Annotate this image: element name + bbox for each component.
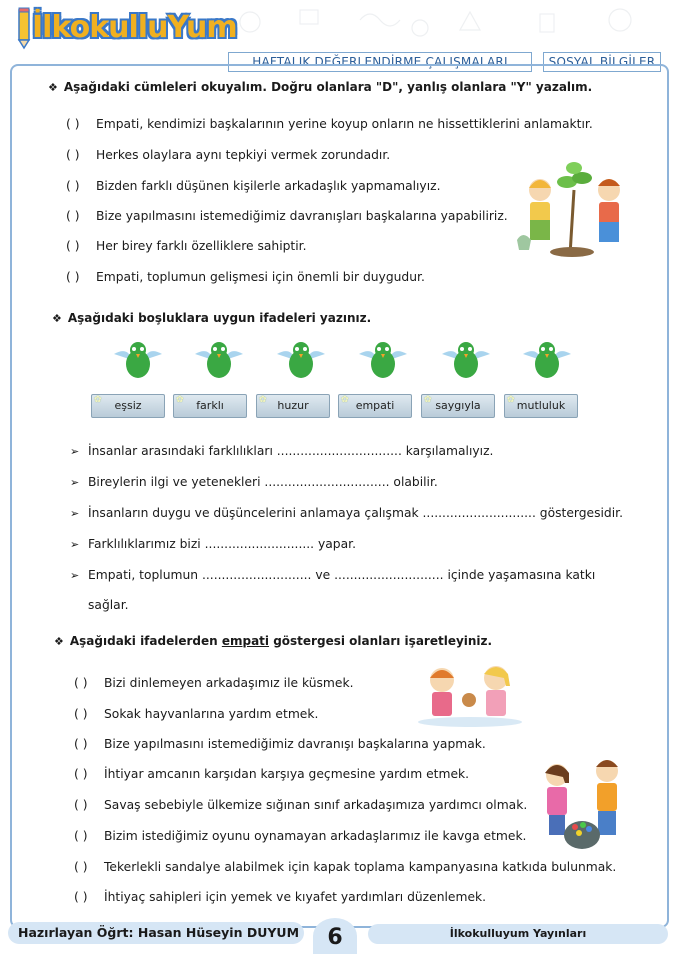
word-chip: ✿ eşsiz <box>91 394 165 418</box>
answer-box[interactable]: ( ) <box>74 767 88 781</box>
fill-item: ➢ İnsanlar arasındaki farklılıkları ................................ karşılamalıyız. <box>70 444 494 458</box>
bird-icon <box>112 338 164 380</box>
word-chip: ✿ farklı <box>173 394 247 418</box>
bird-icon <box>193 338 245 380</box>
answer-box[interactable]: ( ) <box>74 890 88 904</box>
answer-box[interactable]: ( ) <box>74 798 88 812</box>
answer-box[interactable]: ( ) <box>74 829 88 843</box>
answer-box[interactable]: ( ) <box>66 179 80 193</box>
publisher-label: İlkokulluyum Yayınları <box>368 924 668 944</box>
subject-label: SOSYAL BİLGİLER <box>543 52 661 72</box>
arrow-bullet-icon: ➢ <box>70 507 80 520</box>
fill-item: ➢ Bireylerin ilgi ve yetenekleri ................................ olabilir. <box>70 475 438 489</box>
bird-icon <box>275 338 327 380</box>
answer-box[interactable]: ( ) <box>66 239 80 253</box>
word-chip: ✿ mutluluk <box>504 394 578 418</box>
answer-box[interactable]: ( ) <box>66 148 80 162</box>
fill-item-continuation: sağlar. <box>88 598 129 612</box>
check-item: ( ) Sokak hayvanlarına yardım etmek. <box>74 707 319 721</box>
answer-box[interactable]: ( ) <box>74 860 88 874</box>
answer-box[interactable]: ( ) <box>66 270 80 284</box>
word-chip: ✿ huzur <box>256 394 330 418</box>
bird-icon <box>440 338 492 380</box>
answer-box[interactable]: ( ) <box>74 707 88 721</box>
author-credit: Hazırlayan Öğrt: Hasan Hüseyin DUYUM <box>8 922 304 944</box>
tf-item: ( ) Herkes olaylara aynı tepkiyi vermek zorundadır. <box>66 148 391 162</box>
check-item: ( ) İhtiyar amcanın karşıdan karşıya geçmesine yardım etmek. <box>74 767 470 781</box>
answer-box[interactable]: ( ) <box>66 209 80 223</box>
kids-planting-tree-illustration <box>512 160 637 260</box>
check-item: ( ) Bizi dinlemeyen arkadaşımız ile küsmek. <box>74 676 354 690</box>
tf-item: ( ) Bize yapılmasını istemediğimiz davranışları başkalarına yapabiliriz. <box>66 209 508 223</box>
diamond-bullet-icon: ❖ <box>48 81 58 94</box>
check-item: ( ) Savaş sebebiyle ülkemize sığınan sınıf arkadaşımıza yardımcı olmak. <box>74 798 528 812</box>
tf-item: ( ) Bizden farklı düşünen kişilerle arkadaşlık yapmamalıyız. <box>66 179 441 193</box>
check-item: ( ) İhtiyaç sahipleri için yemek ve kıyafet yardımları düzenlemek. <box>74 890 487 904</box>
diamond-bullet-icon: ❖ <box>52 312 62 325</box>
bird-icon <box>357 338 409 380</box>
tf-item: ( ) Empati, toplumun gelişmesi için önemli bir duygudur. <box>66 270 425 284</box>
answer-box[interactable]: ( ) <box>66 117 80 131</box>
kids-sharing-illustration <box>414 660 526 728</box>
fill-item: ➢ Empati, toplumun ............................ ve ............................ içinde yaşamasına katkı <box>70 568 596 582</box>
fill-item: ➢ Farklılıklarımız bizi ............................ yapar. <box>70 537 356 551</box>
tf-item: ( ) Her birey farklı özelliklere sahiptir. <box>66 239 307 253</box>
fill-item: ➢ İnsanların duygu ve düşüncelerini anlamaya çalışmak ............................. göstergesidir. <box>70 506 623 520</box>
answer-box[interactable]: ( ) <box>74 737 88 751</box>
word-chip: ✿ saygıyla <box>421 394 495 418</box>
site-logo: İlkokulluYum <box>32 10 237 45</box>
arrow-bullet-icon: ➢ <box>70 476 80 489</box>
arrow-bullet-icon: ➢ <box>70 569 80 582</box>
kids-collecting-caps-illustration <box>535 757 635 852</box>
arrow-bullet-icon: ➢ <box>70 538 80 551</box>
check-item: ( ) Bizim istediğimiz oyunu oynamayan arkadaşlarımız ile kavga etmek. <box>74 829 527 843</box>
check-item: ( ) Bize yapılmasını istemediğimiz davranışı başkalarına yapmak. <box>74 737 486 751</box>
section1-instruction: ❖ Aşağıdaki cümleleri okuyalım. Doğru olanlara "D", yanlış olanlara "Y" yazalım. <box>48 80 593 94</box>
answer-box[interactable]: ( ) <box>74 676 88 690</box>
bird-icon <box>521 338 573 380</box>
pencil-icon <box>14 6 34 50</box>
arrow-bullet-icon: ➢ <box>70 445 80 458</box>
weekly-title: HAFTALIK DEĞERLENDİRME ÇALIŞMALARI <box>228 52 532 72</box>
word-chip: ✿ empati <box>338 394 412 418</box>
check-item: ( ) Tekerlekli sandalye alabilmek için kapak toplama kampanyasına katkıda bulunmak. <box>74 860 617 874</box>
page-number: 6 <box>313 918 357 954</box>
section2-instruction: ❖ Aşağıdaki boşluklara uygun ifadeleri yazınız. <box>52 311 372 325</box>
section3-instruction: ❖ Aşağıdaki ifadelerden empati göstergesi olanları işaretleyiniz. <box>54 634 493 648</box>
diamond-bullet-icon: ❖ <box>54 635 64 648</box>
tf-item: ( ) Empati, kendimizi başkalarının yerine koyup onların ne hissettiklerini anlamaktır. <box>66 117 593 131</box>
